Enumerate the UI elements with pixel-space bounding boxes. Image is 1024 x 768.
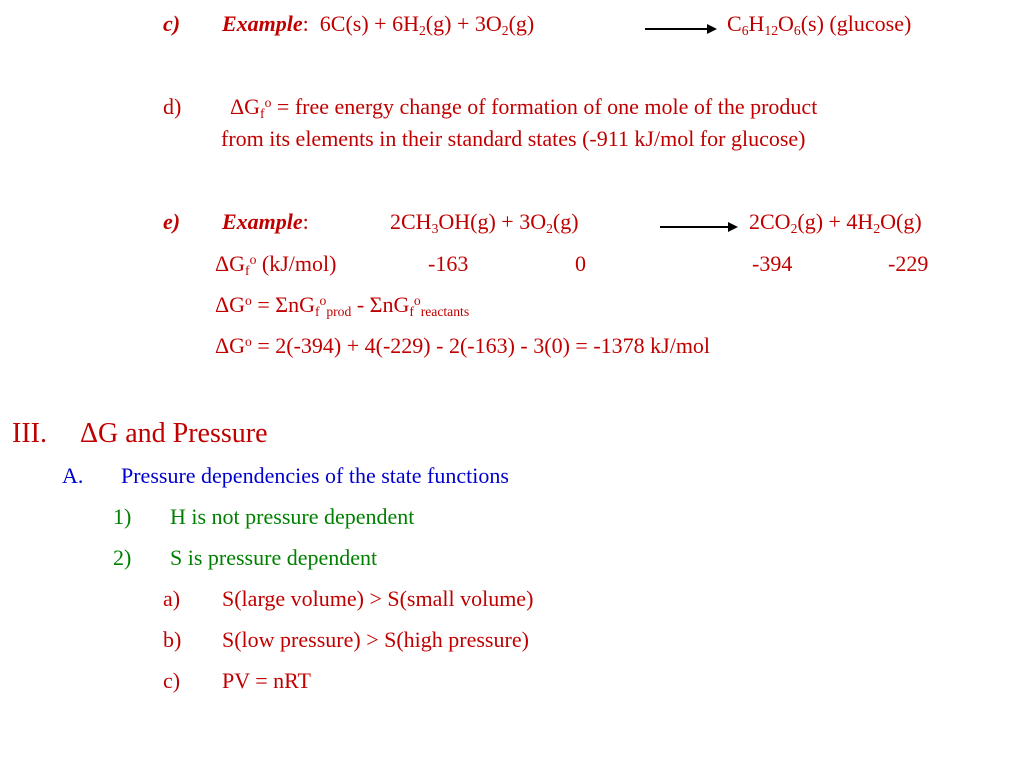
item-c-colon: : [302, 11, 309, 36]
item-c-label: Example [222, 11, 303, 36]
subscript: 2 [873, 221, 881, 237]
subscript: 12 [764, 23, 779, 39]
subscript: f [409, 304, 414, 320]
point-2-marker: 2) [113, 545, 132, 570]
reactant-text: (g) + 3O [425, 11, 502, 36]
sub-point-b-marker: b) [163, 627, 182, 652]
product-text: O [778, 11, 794, 36]
item-e-marker-wrap [163, 211, 180, 233]
section-a-marker: A. [62, 463, 84, 488]
item-d-marker: d) [163, 94, 182, 119]
product-text: C [727, 11, 742, 36]
superscript: o [319, 292, 327, 308]
value-ch3oh: -163 [428, 251, 469, 276]
item-e-reactants [390, 209, 579, 237]
formula-text: = ΣnG [251, 292, 315, 317]
subscript: f [260, 106, 265, 122]
product-text: O(g) [880, 209, 922, 234]
point-1-marker: 1) [113, 504, 132, 529]
unit-label: (kJ/mol) [256, 251, 337, 276]
superscript: o [413, 292, 421, 308]
subscript: 6 [793, 23, 801, 39]
sub-point-c-text: PV = nRT [222, 668, 311, 693]
item-d-line2: from its elements in their standard states (-911 kJ/mol for glucose) [221, 126, 806, 151]
reaction-arrow-icon [660, 226, 736, 228]
item-d-line1 [230, 94, 818, 122]
delta-g: ΔG [215, 333, 246, 358]
delta-g: ΔG [215, 292, 246, 317]
superscript: o [245, 333, 252, 349]
subscript: 2 [418, 23, 426, 39]
sub-point-a-text: S(large volume) > S(small volume) [222, 586, 534, 611]
delta-g-formula [215, 292, 470, 320]
reactant-text: (g) [508, 11, 535, 36]
formula-text: - ΣnG [351, 292, 410, 317]
section-a-title: Pressure dependencies of the state functions [121, 463, 509, 488]
subscript: 6 [741, 23, 749, 39]
superscript: o [249, 251, 257, 267]
item-e-label: Example [222, 209, 303, 234]
delta-g-calculation [215, 335, 710, 357]
item-c-reactants [319, 11, 535, 39]
reactant-text: 6C(s) + 6H [319, 11, 419, 36]
subscript: 3 [431, 221, 439, 237]
value-co2: -394 [752, 251, 793, 276]
subscript: 2 [790, 221, 798, 237]
item-c-marker: c) [163, 11, 181, 36]
sub-point-c-marker: c) [163, 668, 181, 693]
item-c-equation [222, 11, 535, 39]
item-e-label-wrap [222, 211, 309, 233]
reactant-text: (g) [552, 209, 579, 234]
product-text: (s) (glucose) [800, 11, 912, 36]
reactant-text: OH(g) + 3O [438, 209, 547, 234]
section-iii-marker: III. [12, 418, 47, 449]
item-c-product [727, 11, 912, 39]
reactant-text: 2CH [390, 209, 432, 234]
product-text: 2CO [749, 209, 791, 234]
calc-text: = 2(-394) + 4(-229) - 2(-163) - 3(0) = -1378 kJ/mol [251, 333, 711, 358]
superscript: o [245, 292, 252, 308]
item-d-text: = free energy change of formation of one mole of the product [271, 94, 818, 119]
superscript: o [264, 94, 272, 110]
sub-point-a-marker: a) [163, 586, 181, 611]
subscript: 2 [546, 221, 553, 237]
point-1-text: H is not pressure dependent [170, 504, 415, 529]
section-iii-title: ΔG and Pressure [80, 418, 268, 449]
item-e-marker: e) [163, 209, 181, 234]
item-e-products [749, 209, 922, 237]
product-text: (g) + 4H [797, 209, 874, 234]
subscript: f [245, 263, 250, 279]
subscript: reactants [420, 304, 470, 320]
delta-g: ΔG [215, 251, 246, 276]
delta-g: ΔG [230, 94, 261, 119]
subscript: prod [326, 304, 352, 320]
value-o2: 0 [575, 251, 586, 276]
product-text: H [748, 11, 765, 36]
subscript: 2 [501, 23, 509, 39]
point-2-text: S is pressure dependent [170, 545, 378, 570]
table-row-label [215, 251, 337, 279]
item-e-colon: : [302, 209, 309, 234]
subscript: f [314, 304, 320, 320]
sub-point-b-text: S(low pressure) > S(high pressure) [222, 627, 529, 652]
reaction-arrow-icon [645, 28, 715, 30]
item-c-row [163, 13, 180, 35]
value-h2o: -229 [888, 251, 929, 276]
